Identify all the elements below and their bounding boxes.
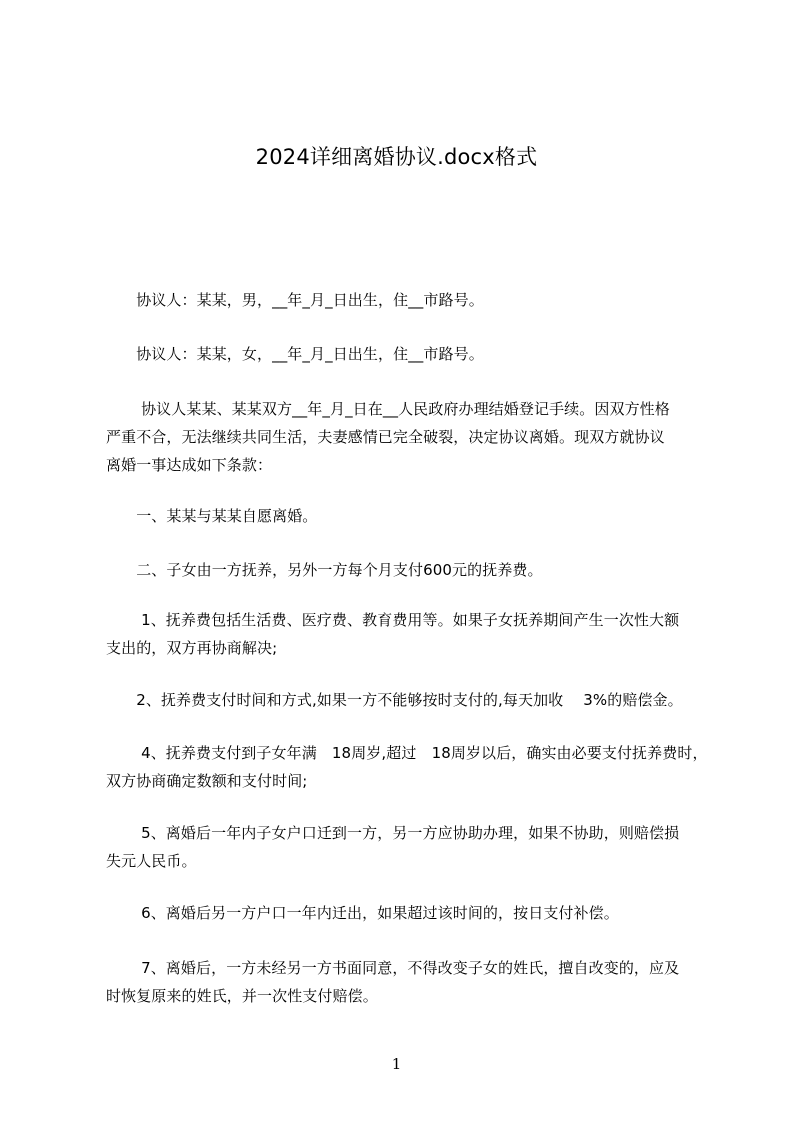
clause-1-paragraph [106,502,716,530]
paragraph-line: 5、离婚后一年内子女户口迁到一方，另一方应协助办理，如果不协助，则赔偿损 [106,824,680,842]
subclause-6-paragraph [106,899,716,927]
preamble-paragraph [106,395,716,479]
paragraph-line: 二、子女由一方抚养，另外一方每个月支付600元的抚养费。 [106,561,543,579]
paragraph-line: 支出的，双方再协商解决; [106,639,278,657]
clause-2-paragraph [106,556,716,584]
paragraph-line: 4、抚养费支付到子女年满 18周岁,超过 18周岁以后，确实由必要支付抚养费时， [106,744,708,762]
document-title: 2024详细离婚协议.docx格式 [255,145,538,169]
page-number: 1 [391,1055,402,1073]
paragraph-line: 一、某某与某某自愿离婚。 [106,507,318,525]
subclause-5-paragraph [106,819,716,875]
paragraph-line: 协议人某某、某某双方__年_月_日在__人民政府办理结婚登记手续。因双方性格 [106,400,670,418]
paragraph-line: 失元人民币。 [106,852,197,870]
paragraph-line: 协议人：某某，男，__年_月_日出生，住__市路号。 [106,291,484,309]
paragraph-line: 双方协商确定数额和支付时间; [106,772,308,790]
party-2-paragraph [106,340,716,368]
paragraph-line: 6、离婚后另一方户口一年内迁出，如果超过该时间的，按日支付补偿。 [106,904,619,922]
subclause-1-paragraph [106,606,716,662]
paragraph-line: 时恢复原来的姓氏，并一次性支付赔偿。 [106,987,378,1005]
party-1-paragraph [106,286,716,314]
subclause-4-paragraph [106,739,716,795]
paragraph-line: 严重不合，无法继续共同生活，夫妻感情已完全破裂，决定协议离婚。现双方就协议 [106,428,665,446]
paragraph-line: 2、抚养费支付时间和方式,如果一方不能够按时支付的,每天加收 3%的赔偿金。 [106,691,683,709]
paragraph-line: 7、离婚后，一方未经另一方书面同意，不得改变子女的姓氏，擅自改变的，应及 [106,959,680,977]
paragraph-line: 1、抚养费包括生活费、医疗费、教育费用等。如果子女抚养期间产生一次性大额 [106,611,680,629]
subclause-7-paragraph [106,954,716,1010]
paragraph-line: 离婚一事达成如下条款： [106,456,273,474]
paragraph-line: 协议人：某某，女，__年_月_日出生，住__市路号。 [106,345,484,363]
subclause-2-paragraph [106,686,716,714]
